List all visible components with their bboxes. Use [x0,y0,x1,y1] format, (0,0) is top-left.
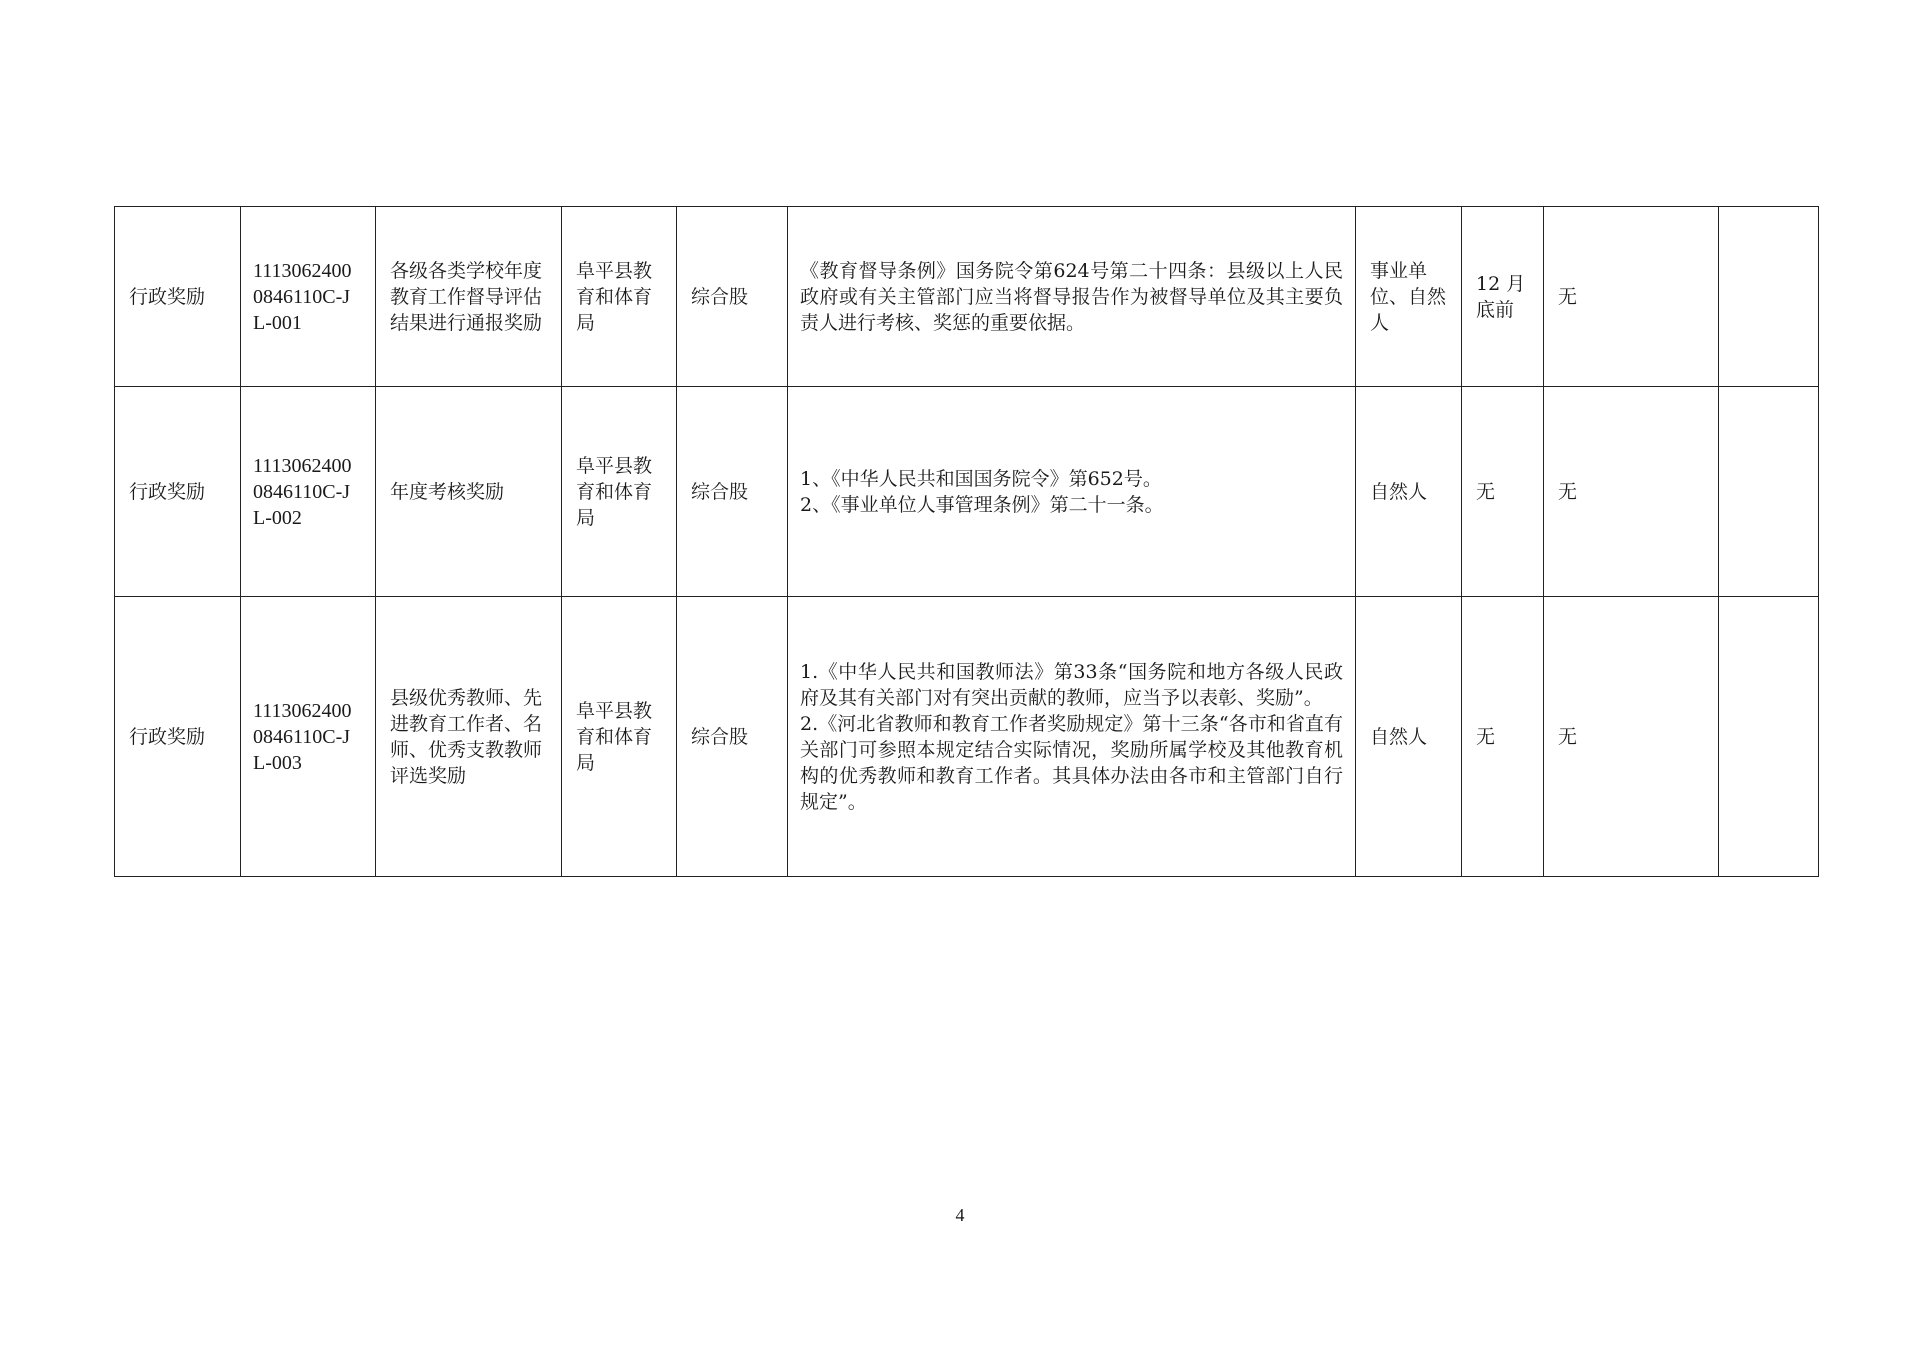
table-row [115,207,1819,387]
category-cell: 行政奖励 [115,597,241,877]
target-cell: 自然人 [1356,597,1462,877]
deadline-cell: 无 [1462,387,1544,597]
fee-cell: 无 [1544,387,1719,597]
table-row [115,387,1819,597]
category-cell: 行政奖励 [115,207,241,387]
legal-basis-text: 1、《中华人民共和国国务院令》第652号。 2、《事业单位人事管理条例》第二十一条。 [800,467,1164,516]
legal-basis-cell [788,387,1356,597]
item-name-cell: 县级优秀教师、先进教育工作者、名师、优秀支教教师评选奖励 [376,597,562,877]
deadline-cell: 无 [1462,597,1544,877]
remark-cell [1719,387,1819,597]
legal-basis-text: 《教育督导条例》国务院令第624号第二十四条：县级以上人民政府或有关主管部门应当将督导报告作为被督导单位及其主要负责人进行考核、奖惩的重要依据。 [800,259,1343,334]
agency-cell: 阜平县教育和体育局 [562,207,677,387]
fee-cell: 无 [1544,207,1719,387]
target-cell: 自然人 [1356,387,1462,597]
code-cell: 11130624000846110C-JL-001 [241,207,376,387]
item-name-cell: 各级各类学校年度教育工作督导评估结果进行通报奖励 [376,207,562,387]
legal-basis-text: 1.《中华人民共和国教师法》第33条“国务院和地方各级人民政府及其有关部门对有突出贡献的教师，应当予以表彰、奖励”。 2.《河北省教师和教育工作者奖励规定》第十三条“各市和省直有关部门可参照本规定结合实际情况，奖励所属学校及其他教育机构的优秀教师和教育工作者。其具体办法由各市和主管部门自行规定”。 [800,660,1343,813]
legal-basis-cell [788,597,1356,877]
code-cell: 11130624000846110C-JL-003 [241,597,376,877]
agency-cell: 阜平县教育和体育局 [562,597,677,877]
table-row [115,597,1819,877]
department-cell: 综合股 [677,387,788,597]
deadline-cell: 12 月底前 [1462,207,1544,387]
remark-cell [1719,597,1819,877]
fee-cell: 无 [1544,597,1719,877]
document-table [114,206,1819,877]
page-number: 4 [955,1205,965,1225]
remark-cell [1719,207,1819,387]
agency-cell: 阜平县教育和体育局 [562,387,677,597]
code-cell: 11130624000846110C-JL-002 [241,387,376,597]
department-cell: 综合股 [677,597,788,877]
department-cell: 综合股 [677,207,788,387]
target-cell: 事业单位、自然人 [1356,207,1462,387]
category-cell: 行政奖励 [115,387,241,597]
item-name-cell: 年度考核奖励 [376,387,562,597]
legal-basis-cell [788,207,1356,387]
